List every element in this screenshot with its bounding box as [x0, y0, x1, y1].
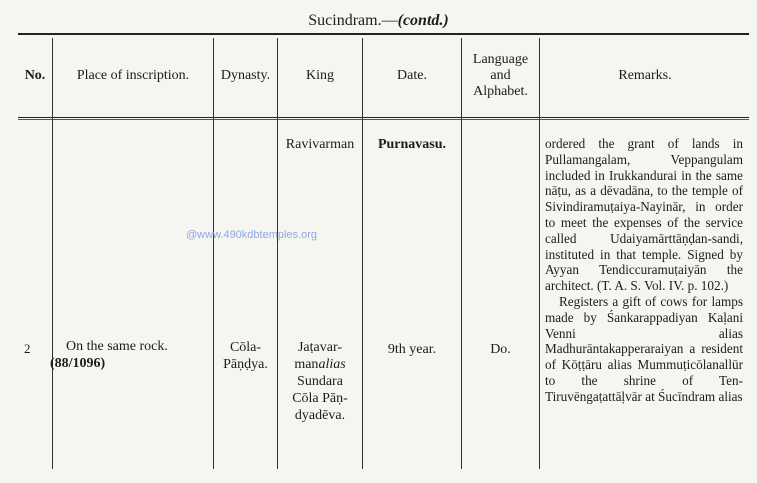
remarks-column — [545, 136, 743, 405]
header-place: Place of inscription. — [76, 68, 190, 83]
header-remarks: Remarks. — [618, 68, 672, 83]
row2-dynasty-line: Cōla- — [229, 340, 262, 355]
header-no: No. — [24, 68, 46, 83]
top-rule — [18, 33, 749, 35]
row2-place-line: On the same rock. — [66, 339, 168, 354]
header-language-line: Alphabet. — [473, 84, 528, 99]
row2-king-line: Cōla Pāṇ- — [292, 391, 348, 406]
row2-dynasty — [214, 339, 277, 373]
header-date: Date. — [397, 68, 427, 83]
row1-date: Purnavasu. — [377, 137, 447, 152]
header-dynasty: Dynasty. — [220, 68, 271, 83]
row2-king-line: Sundara — [297, 374, 343, 389]
header-king: King — [306, 68, 334, 83]
row1-king: Ravivarman — [285, 137, 355, 152]
row1-remarks: ordered the grant of lands in Pullamangalam, Veppangulam included in Irukkandurai in the same nāṭu, as a dēvadāna, to the temple of Sivindiramuṭaiya-Nayinār, in order to meet the expenses of the service called Udaiyamārttāṇḍan-sandi, instituted in that temple. Signed by Ayyan Tendiccuramuṭaiyān the architect. (T. A. S. Vol. IV. p. 102.) — [545, 136, 743, 294]
watermark: @www.490kdbtemples.org — [186, 229, 318, 241]
page-title-contd: (contd.) — [397, 12, 449, 29]
row2-place-ref: (88/1096) — [50, 356, 106, 371]
row2-language: Do. — [490, 342, 511, 357]
header-rule-second — [18, 119, 749, 120]
header-language-line: Language — [472, 52, 529, 67]
row2-king-line: manalias — [294, 357, 346, 372]
header-language-line: and — [490, 68, 511, 83]
page-title — [0, 12, 757, 30]
row2-no: 2 — [24, 341, 31, 356]
row2-king-line: dyadēva. — [294, 408, 346, 423]
header-language — [462, 40, 539, 112]
page-title-main: Sucindram. — [308, 12, 382, 29]
row2-dynasty-line: Pāṇḍya. — [223, 357, 268, 372]
header-rule — [18, 117, 749, 118]
row2-king-line: Jaṭavar- — [297, 340, 343, 355]
row2-king — [278, 339, 362, 424]
row2-date: 9th year. — [387, 342, 437, 357]
row2-remarks: Registers a gift of cows for lamps made by Śankarappadiyan Kaḷani Venni alias Madhurāntakapperaraiyan a resident of Kōṭṭāru alias Mummuṭicōlanallūr to the shrine of Ten-Tiruvēngaṭattāḷvār at Śucīndram alias — [545, 293, 743, 404]
row2-place — [50, 338, 212, 372]
page-title-dash: — — [381, 12, 398, 29]
